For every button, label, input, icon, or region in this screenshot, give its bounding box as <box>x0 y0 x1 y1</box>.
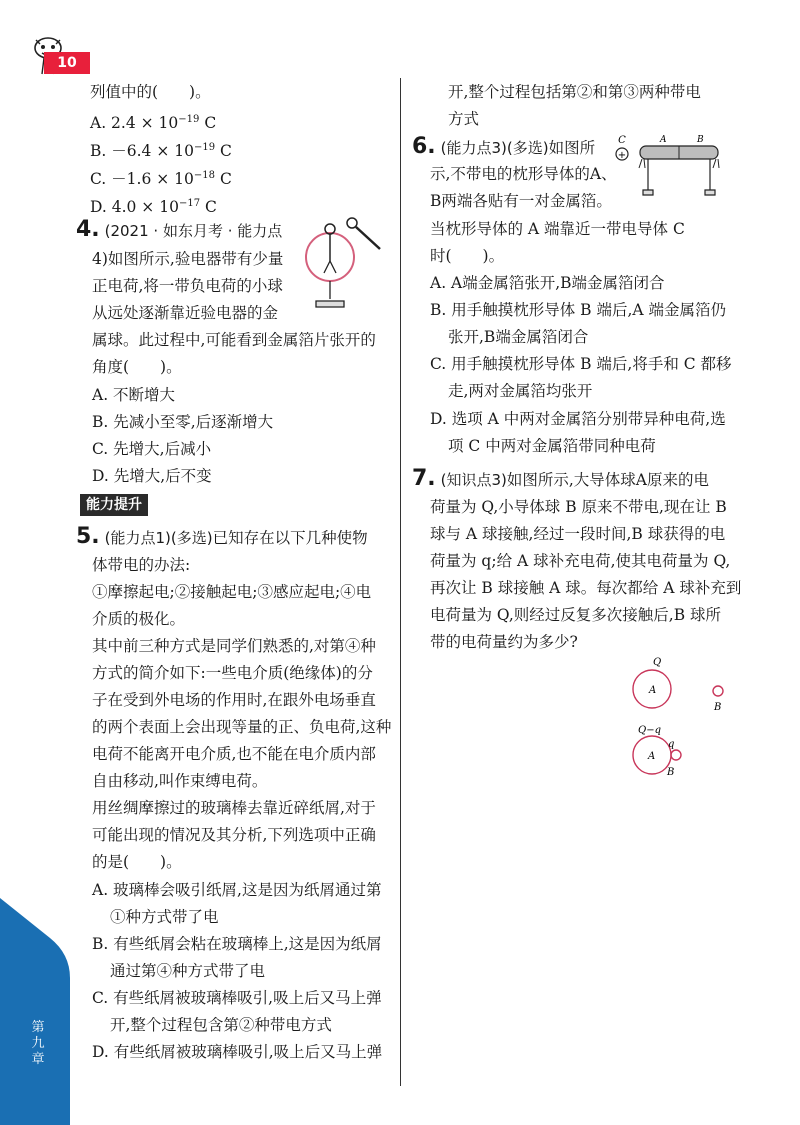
q5-line: 可能出现的情况及其分析,下列选项中正确 <box>92 826 376 844</box>
q3-stem-tail: 列值中的( )。 <box>90 83 211 101</box>
q6-header: 6. (能力点3)(多选)如图所 <box>412 134 596 159</box>
figure-label-b: B <box>697 135 704 145</box>
q4-line: 角度( )。 <box>92 358 182 376</box>
q4-line: 正电荷,将一带负电荷的小球 <box>92 277 283 295</box>
q5-line: 体带电的办法: <box>92 556 191 574</box>
q5-line: 自由移动,叫作束缚电荷。 <box>92 772 268 790</box>
q6-option-c: C. 用手触摸枕形导体 B 端后,将手和 C 都移 <box>430 355 732 373</box>
q5-option-d-cont: 方式 <box>448 110 480 128</box>
figure-label-a1: A <box>649 685 657 696</box>
figure-label-q: Q <box>653 657 662 668</box>
q7-line: 带的电荷量约为多少? <box>430 633 578 651</box>
q3-option-b: B. $-6.4 \times 10^{-19}$ C <box>90 142 232 161</box>
figure-label-q-minus-q: Q−q <box>638 725 661 736</box>
q4-line: 属球。此过程中,可能看到金属箔片张开的 <box>92 331 376 349</box>
q7-line: 荷量为 Q,小导体球 B 原来不带电,现在让 B <box>430 498 727 516</box>
figure-label-a: A <box>660 135 667 145</box>
q5-option-b: B. 有些纸屑会粘在玻璃棒上,这是因为纸屑 <box>92 935 382 953</box>
spheres-figure <box>620 650 740 785</box>
figure-label-b2: B <box>667 767 675 778</box>
q7-line: 再次让 B 球接触 A 球。每次都给 A 球补充到 <box>430 579 742 597</box>
q6-option-b: B. 用手触摸枕形导体 B 端后,A 端金属箔仍 <box>430 301 727 319</box>
q7-line: 电荷量为 Q,则经过反复多次接触后,B 球所 <box>430 606 722 624</box>
q4-line: 从远处逐渐靠近验电器的金 <box>92 304 279 322</box>
q7-header: 7. (知识点3)如图所示,大导体球A原来的电 <box>412 466 709 491</box>
q5-line: 电荷不能离开电介质,也不能在电介质内部 <box>92 745 376 763</box>
q5-line: 的是( )。 <box>92 853 182 871</box>
q7-line: 球与 A 球接触,经过一段时间,B 球获得的电 <box>430 525 726 543</box>
q5-line: 方式的简介如下:一些电介质(绝缘体)的分 <box>92 664 373 682</box>
svg-text:+: + <box>617 150 627 161</box>
q4-line: 4)如图所示,验电器带有少量 <box>92 250 284 268</box>
figure-label-c: C <box>618 135 626 146</box>
q5-line: 的两个表面上会出现等量的正、负电荷,这种 <box>92 718 392 736</box>
q5-option-d: D. 有些纸屑被玻璃棒吸引,吸上后又马上弹 <box>92 1043 383 1061</box>
q5-option-d-cont: 开,整个过程包括第②和第③两种带电 <box>448 83 701 101</box>
q6-option-d-cont: 项 C 中两对金属箔带同种电荷 <box>448 437 656 455</box>
q6-line: B两端各贴有一对金属箔。 <box>430 192 612 210</box>
q5-header: 5. (能力点1)(多选)已知存在以下几种使物 <box>76 524 368 549</box>
section-tag: 能力提升 <box>80 494 148 516</box>
q5-option-c: C. 有些纸屑被玻璃棒吸引,吸上后又马上弹 <box>92 989 382 1007</box>
chapter-side-tab <box>0 898 70 1125</box>
q6-option-c-cont: 走,两对金属箔均张开 <box>448 382 593 400</box>
q5-option-b-cont: 通过第④种方式带了电 <box>110 962 266 980</box>
q6-option-d: D. 选项 A 中两对金属箔分别带异种电荷,选 <box>430 410 726 428</box>
q6-option-b-cont: 张开,B端金属箔闭合 <box>448 328 589 346</box>
q5-option-c-cont: 开,整个过程包含第②种带电方式 <box>110 1016 332 1034</box>
q3-option-c: C. $-1.6 \times 10^{-18}$ C <box>90 170 232 189</box>
q4-header: 4. (2021 · 如东月考 · 能力点 <box>76 217 283 242</box>
q3-option-d: D. $4.0 \times 10^{-17}$ C <box>90 198 217 217</box>
q5-line: 其中前三种方式是同学们熟悉的,对第④种 <box>92 637 376 655</box>
pillow-conductor-figure <box>610 132 725 200</box>
q5-option-a-cont: ①种方式带了电 <box>110 908 219 926</box>
figure-label-q-small: q <box>668 739 675 750</box>
q5-option-a: A. 玻璃棒会吸引纸屑,这是因为纸屑通过第 <box>92 881 382 899</box>
q5-line: 介质的极化。 <box>92 610 186 628</box>
figure-label-b1: B <box>714 702 722 713</box>
q6-line: 示,不带电的枕形导体的A、 <box>430 165 617 183</box>
q5-line: 子在受到外电场的作用时,在跟外电场垂直 <box>92 691 376 709</box>
q3-option-a: A. $2.4 \times 10^{-19}$ C <box>90 114 217 133</box>
column-divider <box>400 78 401 1086</box>
q4-option-a: A. 不断增大 <box>92 386 176 404</box>
q6-line: 时( )。 <box>430 247 505 265</box>
q5-line: 用丝绸摩擦过的玻璃棒去靠近碎纸屑,对于 <box>92 799 376 817</box>
q6-option-a: A. A端金属箔张开,B端金属箔闭合 <box>430 274 665 292</box>
electroscope-figure <box>300 215 390 325</box>
q7-line: 荷量为 q;给 A 球补充电荷,使其电荷量为 Q, <box>430 552 731 570</box>
q4-option-d: D. 先增大,后不变 <box>92 467 212 485</box>
q5-line: ①摩擦起电;②接触起电;③感应起电;④电 <box>92 583 372 601</box>
q6-line: 当枕形导体的 A 端靠近一带电导体 C <box>430 220 685 238</box>
page-number: 10 <box>44 52 90 74</box>
q4-option-c: C. 先增大,后减小 <box>92 440 212 458</box>
chapter-label: 第九章 <box>31 1020 45 1067</box>
figure-label-a2: A <box>648 751 656 762</box>
q4-option-b: B. 先减小至零,后逐渐增大 <box>92 413 274 431</box>
